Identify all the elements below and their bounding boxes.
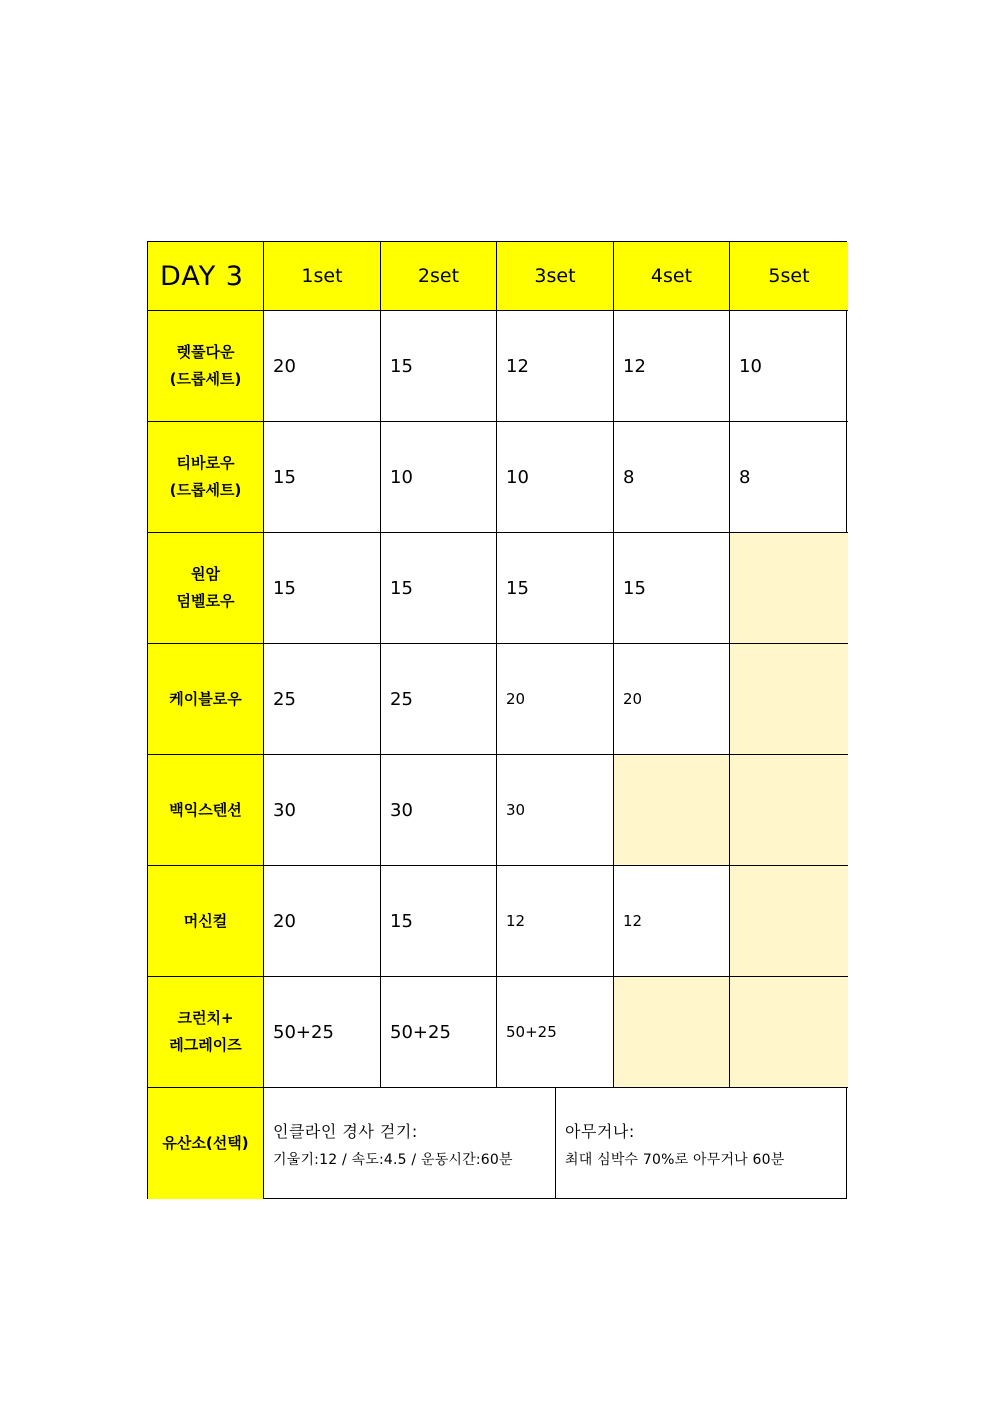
set-header-4: 4set [614,242,730,311]
rep-cell: 15 [264,422,381,533]
rep-cell: 10 [730,311,848,422]
exercise-name: 크런치+ 레그레이즈 [148,977,264,1088]
rep-cell: 15 [497,533,614,644]
rep-cell: 50+25 [497,977,614,1088]
day-title: DAY 3 [148,242,264,311]
rep-cell: 20 [264,866,381,977]
rep-cell: 15 [381,866,497,977]
cardio-options [264,1088,848,1199]
cardio-option-detail: 최대 심박수 70%로 아무거나 60분 [565,1151,785,1168]
empty-cell [730,977,848,1088]
empty-cell [730,755,848,866]
rep-cell: 12 [497,311,614,422]
rep-cell: 15 [264,533,381,644]
cardio-option-incline [264,1088,556,1199]
rep-cell: 30 [381,755,497,866]
exercise-name: 머신컬 [148,866,264,977]
cardio-option-title: 인클라인 경사 걷기: [273,1121,418,1141]
rep-cell: 15 [381,533,497,644]
rep-cell: 50+25 [381,977,497,1088]
exercise-name: 티바로우 (드롭세트) [148,422,264,533]
exercise-name: 백익스텐션 [148,755,264,866]
rep-cell: 30 [264,755,381,866]
exercise-name: 렛풀다운 (드롭세트) [148,311,264,422]
cardio-label: 유산소(선택) [148,1088,264,1199]
rep-cell: 50+25 [264,977,381,1088]
cardio-option-title: 아무거나: [565,1121,635,1141]
rep-cell: 10 [497,422,614,533]
rep-cell: 15 [381,311,497,422]
rep-cell: 25 [264,644,381,755]
empty-cell [730,866,848,977]
rep-cell: 8 [614,422,730,533]
cardio-option-detail: 기울기:12 / 속도:4.5 / 운동시간:60분 [273,1151,513,1168]
rep-cell: 25 [381,644,497,755]
empty-cell [730,644,848,755]
rep-cell: 20 [497,644,614,755]
rep-cell: 30 [497,755,614,866]
rep-cell: 12 [614,866,730,977]
rep-cell: 20 [614,644,730,755]
empty-cell [614,755,730,866]
rep-cell: 12 [497,866,614,977]
rep-cell: 20 [264,311,381,422]
rep-cell: 8 [730,422,848,533]
rep-cell: 12 [614,311,730,422]
set-header-1: 1set [264,242,381,311]
set-header-5: 5set [730,242,848,311]
exercise-name: 케이블로우 [148,644,264,755]
empty-cell [614,977,730,1088]
rep-cell: 10 [381,422,497,533]
empty-cell [730,533,848,644]
rep-cell: 15 [614,533,730,644]
set-header-2: 2set [381,242,497,311]
cardio-option-any [556,1088,848,1199]
exercise-name: 원암 덤벨로우 [148,533,264,644]
workout-table [147,241,847,1199]
set-header-3: 3set [497,242,614,311]
